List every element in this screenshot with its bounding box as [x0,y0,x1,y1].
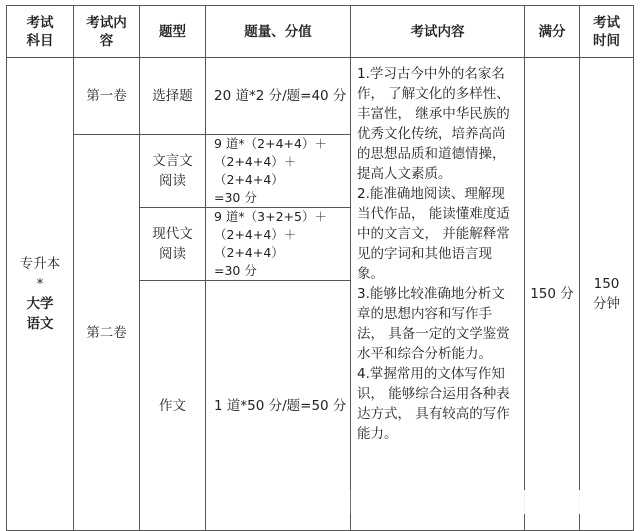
question-type-cell: 文言文 阅读 [140,135,206,208]
header-question-type: 题型 [140,6,206,58]
subject-cell [7,58,74,531]
volume-second: 第二卷 [74,135,140,531]
table-row [7,58,634,135]
content-paragraph: 2.能准确地阅读、理解现当代作品， 能读懂难度适中的文言文， 并能解释常见的字词和其他语言现象。 [357,186,510,282]
subject-line: 语文 [26,316,54,332]
watermark-fade [330,490,630,514]
content-cell [351,58,525,531]
question-type-cell: 现代文 阅读 [140,208,206,281]
subject-line: 专升本 [19,256,61,272]
amount-cell: 9 道*（2+4+4）＋ （2+4+4）＋（2+4+4） =30 分 [206,135,351,208]
amount-cell: 9 道*（3+2+5）＋ （2+4+4）＋（2+4+4） =30 分 [206,208,351,281]
header-exam-time: 考试 时间 [580,6,634,58]
header-exam-part: 考试内 容 [74,6,140,58]
header-amount-score: 题量、分值 [206,6,351,58]
exam-time-cell: 150 分钟 [580,58,634,531]
subject-line: * [36,276,44,292]
amount-cell: 1 道*50 分/题=50 分 [206,281,351,531]
header-row [7,6,634,58]
header-full-score: 满分 [525,6,580,58]
header-subject: 考试 科目 [7,6,74,58]
subject-line: 大学 [26,296,54,312]
content-paragraph: 1.学习古今中外的名家名作， 了解文化的多样性、丰富性， 继承中华民族的优秀文化传统，培养高尚的思想品质和道德情操， 提高人文素质。 [357,66,510,182]
header-content: 考试内容 [351,6,525,58]
exam-table [6,5,634,531]
question-type-cell: 选择题 [140,58,206,135]
full-score-cell: 150 分 [525,58,580,531]
content-paragraph: 4.掌握常用的文体写作知识， 能够综合运用各种表达方式， 具有较高的写作能力。 [357,366,510,442]
question-type-cell: 作文 [140,281,206,531]
content-paragraph: 3.能够比较准确地分析文章的思想内容和写作手法， 具备一定的文学鉴赏水平和综合分析能力。 [357,286,510,362]
amount-cell: 20 道*2 分/题=40 分 [206,58,351,135]
volume-first: 第一卷 [74,58,140,135]
